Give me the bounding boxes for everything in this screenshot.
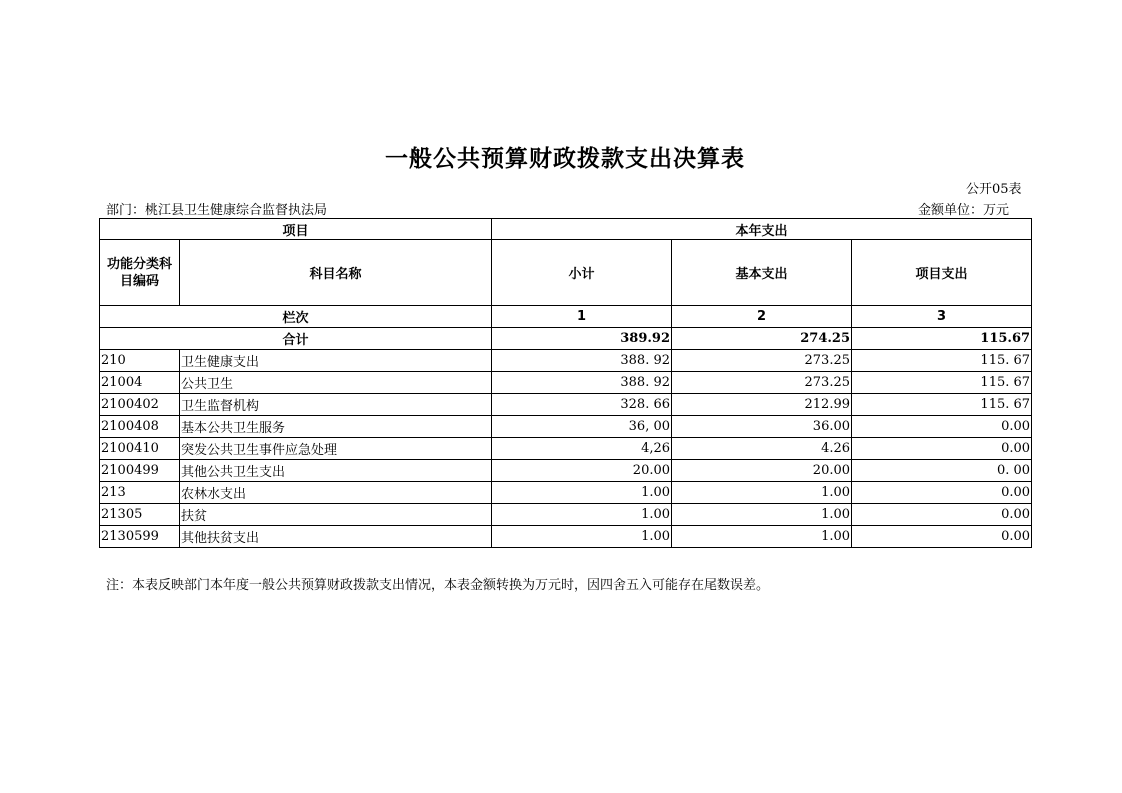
cell-code: 2130599 (100, 526, 180, 548)
cell-code: 2100402 (100, 394, 180, 416)
cell-basic: 1.00 (672, 482, 852, 504)
department-label: 部门：桃江县卫生健康综合监督执法局 (106, 203, 328, 218)
cell-project: 0.00 (852, 526, 1032, 548)
cell-subtotal: 4,26 (492, 438, 672, 460)
cell-subtotal: 1.00 (492, 504, 672, 526)
total-subtotal: 389.92 (492, 328, 672, 350)
cell-project: 0. 00 (852, 460, 1032, 482)
header-col1: 1 (492, 306, 672, 328)
cell-basic: 1.00 (672, 526, 852, 548)
cell-basic: 1.00 (672, 504, 852, 526)
header-col2: 2 (672, 306, 852, 328)
table-row (100, 526, 1032, 548)
cell-project: 115. 67 (852, 372, 1032, 394)
cell-project: 0.00 (852, 482, 1032, 504)
total-label: 合计 (100, 328, 492, 350)
header-row-1 (100, 219, 1032, 240)
table-row (100, 416, 1032, 438)
cell-code: 213 (100, 482, 180, 504)
cell-subtotal: 328. 66 (492, 394, 672, 416)
header-project: 项目 (100, 219, 492, 240)
cell-project: 115. 67 (852, 350, 1032, 372)
page-title: 一般公共预算财政拨款支出决算表 (385, 145, 745, 172)
cell-project: 115. 67 (852, 394, 1032, 416)
cell-name: 突发公共卫生事件应急处理 (180, 438, 492, 460)
cell-basic: 273.25 (672, 350, 852, 372)
form-number: 公开05表 (966, 182, 1022, 197)
cell-basic: 20.00 (672, 460, 852, 482)
table-row (100, 394, 1032, 416)
cell-name: 基本公共卫生服务 (180, 416, 492, 438)
total-basic: 274.25 (672, 328, 852, 350)
cell-subtotal: 1.00 (492, 482, 672, 504)
cell-project: 0.00 (852, 416, 1032, 438)
expenditure-table (99, 218, 1032, 548)
cell-basic: 212.99 (672, 394, 852, 416)
header-col3: 3 (852, 306, 1032, 328)
cell-subtotal: 36, 00 (492, 416, 672, 438)
total-row (100, 328, 1032, 350)
cell-basic: 36.00 (672, 416, 852, 438)
header-current-year: 本年支出 (492, 219, 1032, 240)
cell-subtotal: 1.00 (492, 526, 672, 548)
cell-subtotal: 388. 92 (492, 350, 672, 372)
cell-code: 2100499 (100, 460, 180, 482)
cell-subtotal: 388. 92 (492, 372, 672, 394)
cell-basic: 4.26 (672, 438, 852, 460)
header-row-2 (100, 240, 1032, 306)
cell-code: 2100408 (100, 416, 180, 438)
header-code: 功能分类科目编码 (100, 240, 180, 306)
total-project: 115.67 (852, 328, 1032, 350)
cell-name: 农林水支出 (180, 482, 492, 504)
header-basic: 基本支出 (672, 240, 852, 306)
unit-label: 金额单位：万元 (918, 203, 1010, 218)
cell-name: 公共卫生 (180, 372, 492, 394)
table-row (100, 350, 1032, 372)
header-name: 科目名称 (180, 240, 492, 306)
cell-code: 2100410 (100, 438, 180, 460)
header-subtotal: 小计 (492, 240, 672, 306)
cell-code: 21004 (100, 372, 180, 394)
header-row-index-label: 栏次 (100, 306, 492, 328)
cell-code: 210 (100, 350, 180, 372)
cell-name: 卫生健康支出 (180, 350, 492, 372)
cell-code: 21305 (100, 504, 180, 526)
header-row-index (100, 306, 1032, 328)
table-row (100, 482, 1032, 504)
table-row (100, 460, 1032, 482)
cell-basic: 273.25 (672, 372, 852, 394)
table-row (100, 504, 1032, 526)
cell-name: 其他公共卫生支出 (180, 460, 492, 482)
cell-name: 其他扶贫支出 (180, 526, 492, 548)
footnote: 注：本表反映部门本年度一般公共预算财政拨款支出情况，本表金额转换为万元时，因四舍五入可能存在尾数误差。 (106, 578, 770, 593)
cell-project: 0.00 (852, 504, 1032, 526)
cell-name: 扶贫 (180, 504, 492, 526)
table-row (100, 438, 1032, 460)
cell-subtotal: 20.00 (492, 460, 672, 482)
cell-name: 卫生监督机构 (180, 394, 492, 416)
header-project-exp: 项目支出 (852, 240, 1032, 306)
table-row (100, 372, 1032, 394)
cell-project: 0.00 (852, 438, 1032, 460)
